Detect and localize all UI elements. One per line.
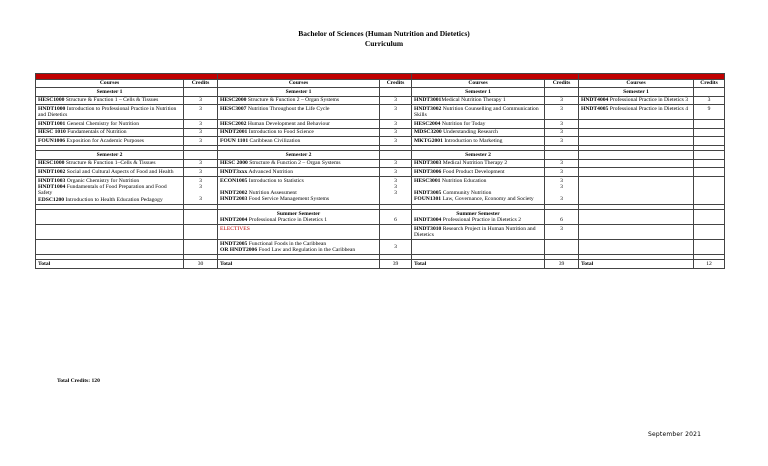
course-cell: HNDT3006 Food Product Development bbox=[412, 168, 545, 177]
course-cell: MKTG2001 Introduction to Marketing bbox=[412, 137, 545, 146]
electives-row bbox=[36, 240, 725, 255]
total-label: Total bbox=[218, 260, 380, 269]
course-cell: HNDT1000 Introduction to Professional Practice in Nutrition and Dietetics bbox=[36, 105, 184, 120]
credit-cell: 3 3 3 bbox=[184, 177, 218, 205]
credit-cell: 6 bbox=[380, 210, 412, 225]
courses-header: Courses bbox=[412, 79, 545, 88]
credit-cell: 3 bbox=[380, 128, 412, 137]
level-1-header: Level I bbox=[36, 74, 218, 80]
course-cell: HNDT4005 Professional Practice in Dietetics 4 bbox=[579, 105, 694, 120]
summer-row bbox=[36, 210, 725, 225]
course-cell: HESC 1010 Fundamentals of Nutrition bbox=[36, 128, 184, 137]
course-cell: HNDT3003 Medical Nutrition Therapy 2 bbox=[412, 159, 545, 168]
credit-cell: 3 bbox=[184, 168, 218, 177]
table-row bbox=[36, 137, 725, 146]
total-label: Total bbox=[412, 260, 545, 269]
credit-cell: 3 bbox=[380, 96, 412, 105]
credit-cell: 3 bbox=[545, 96, 579, 105]
course-cell: FOUN 1101 Caribbean Civilization bbox=[218, 137, 380, 146]
electives-label: ELECTIVES bbox=[218, 225, 380, 240]
total-credits: Total Credits: 120 bbox=[57, 378, 100, 384]
credit-cell: 3 bbox=[545, 128, 579, 137]
semester-label: Semester 1 bbox=[218, 88, 380, 97]
course-cell: HNDT4004 Professional Practice in Dietetics 3 bbox=[579, 96, 694, 105]
credits-header: Credits bbox=[545, 79, 579, 88]
total-value: 12 bbox=[694, 260, 725, 269]
credit-cell: 3 bbox=[380, 168, 412, 177]
course-cell: HESC1000 Structure & Function 1 – Cells & Tissues bbox=[36, 96, 184, 105]
table-row bbox=[36, 168, 725, 177]
course-cell: HNDT1002 Social and Cultural Aspects of Food and Health bbox=[36, 168, 184, 177]
level-3-header: Level III bbox=[412, 74, 579, 80]
credit-cell: 3 bbox=[545, 137, 579, 146]
credit-cell: 3 bbox=[184, 128, 218, 137]
course-cell: HESC3007 Nutrition Throughout the Life Cycle bbox=[218, 105, 380, 120]
document-date: September 2021 bbox=[648, 431, 702, 438]
course-cell: HNDT3002 Nutrition Counselling and Communication Skills bbox=[412, 105, 545, 120]
table-row bbox=[36, 105, 725, 120]
course-cell: FOUN1006 Exposition for Academic Purposes bbox=[36, 137, 184, 146]
total-value: 30 bbox=[184, 260, 218, 269]
table-row bbox=[36, 177, 725, 205]
course-cell: HESC1000 Structure & Function 1–Cells & Tissues bbox=[36, 159, 184, 168]
level-2-header: Level II bbox=[218, 74, 412, 80]
credit-cell: 3 bbox=[184, 120, 218, 129]
credit-cell: 3 bbox=[694, 96, 725, 105]
credit-cell: 3 3 3 bbox=[545, 177, 579, 205]
credit-cell: 3 bbox=[184, 159, 218, 168]
course-cell: HESC2004 Nutrition for Today bbox=[412, 120, 545, 129]
credit-cell: 3 bbox=[380, 240, 412, 255]
course-cell: HESC3001 Nutrition Education HNDT3005 Community Nutrition FOUN1301 Law, Governance, Economy and Society bbox=[412, 177, 545, 205]
credit-cell: 3 bbox=[380, 105, 412, 120]
course-cell: HESC2002 Human Development and Behaviour bbox=[218, 120, 380, 129]
curriculum-table bbox=[35, 73, 725, 269]
credit-cell: 6 bbox=[545, 210, 579, 225]
semester-label: Semester 2 bbox=[218, 151, 380, 160]
course-cell: HNDT2005 Functional Foods in the Caribbean OR HNDT2006 Food Law and Regulation in the Caribbean bbox=[218, 240, 380, 255]
total-label: Total bbox=[579, 260, 694, 269]
total-value: 39 bbox=[545, 260, 579, 269]
course-cell: Summer Semester HNDT2004 Professional Practice in Dietetics 1 bbox=[218, 210, 380, 225]
table-row bbox=[36, 159, 725, 168]
course-cell: HNDT1001 General Chemistry for Nutrition bbox=[36, 120, 184, 129]
credit-cell: 3 bbox=[380, 137, 412, 146]
semester-label: Semester 1 bbox=[36, 88, 184, 97]
credit-cell: 3 bbox=[545, 105, 579, 120]
credits-header: Credits bbox=[380, 79, 412, 88]
level-4-header: Level IV bbox=[579, 74, 725, 80]
table-row bbox=[36, 128, 725, 137]
credit-cell: 3 bbox=[545, 168, 579, 177]
table-row bbox=[36, 96, 725, 105]
table-row bbox=[36, 225, 725, 240]
semester-label: Semester 2 bbox=[36, 151, 184, 160]
course-cell: HNDT3xxx Advanced Nutrition bbox=[218, 168, 380, 177]
total-row bbox=[36, 260, 725, 269]
semester-2-row bbox=[36, 151, 725, 160]
semester-label: Summer Semester bbox=[456, 210, 500, 217]
credit-cell: 3 bbox=[184, 96, 218, 105]
course-cell: HNDT1003 Organic Chemistry for Nutrition HNDT1004 Fundamentals of Food Preparation and Food Safety EDSC1200 Introduction to Health Education Pedagogy bbox=[36, 177, 184, 205]
credit-cell: 3 3 3 bbox=[380, 177, 412, 205]
courses-header: Courses bbox=[218, 79, 380, 88]
credit-cell: 3 bbox=[380, 120, 412, 129]
course-cell: HNDT3001Medical Nutrition Therapy 1 bbox=[412, 96, 545, 105]
semester-1-row bbox=[36, 88, 725, 97]
semester-label: Semester 2 bbox=[412, 151, 545, 160]
total-value: 39 bbox=[380, 260, 412, 269]
credit-cell: 3 bbox=[184, 137, 218, 146]
credit-cell: 3 bbox=[184, 105, 218, 120]
course-cell: HNDT2001 Introduction to Food Science bbox=[218, 128, 380, 137]
column-header-row bbox=[36, 79, 725, 88]
course-cell: HNDT3010 Research Project in Human Nutrition and Dietetics bbox=[412, 225, 545, 240]
credits-header: Credits bbox=[184, 79, 218, 88]
credit-cell: 3 bbox=[545, 120, 579, 129]
total-label: Total bbox=[36, 260, 184, 269]
course-cell: MDSC3200 Understanding Research bbox=[412, 128, 545, 137]
course-cell: ECON1005 Introduction to Statistics HNDT2002 Nutrition Assessment HNDT2003 Food Service Management Systems bbox=[218, 177, 380, 205]
semester-label: Semester 1 bbox=[579, 88, 694, 97]
courses-header: Courses bbox=[579, 79, 694, 88]
semester-label: Semester 1 bbox=[412, 88, 545, 97]
course-cell: HESC 2000 Structure & Function 2 – Organ Systems bbox=[218, 159, 380, 168]
course-cell: HESC2000 Structure & Function 2 – Organ Systems bbox=[218, 96, 380, 105]
credit-cell: 9 bbox=[694, 105, 725, 120]
courses-header: Courses bbox=[36, 79, 184, 88]
course-cell: Summer Semester HNDT3004 Professional Practice in Dietetics 2 bbox=[412, 210, 545, 225]
document-title: Bachelor of Sciences (Human Nutrition and Dietetics) bbox=[298, 29, 470, 38]
document-subtitle: Curriculum bbox=[364, 39, 404, 48]
credit-cell: 3 bbox=[545, 225, 579, 240]
credits-header: Credits bbox=[694, 79, 725, 88]
credit-cell: 3 bbox=[380, 159, 412, 168]
table-row bbox=[36, 120, 725, 129]
semester-label: Summer Semester bbox=[276, 210, 321, 217]
credit-cell: 3 bbox=[545, 159, 579, 168]
